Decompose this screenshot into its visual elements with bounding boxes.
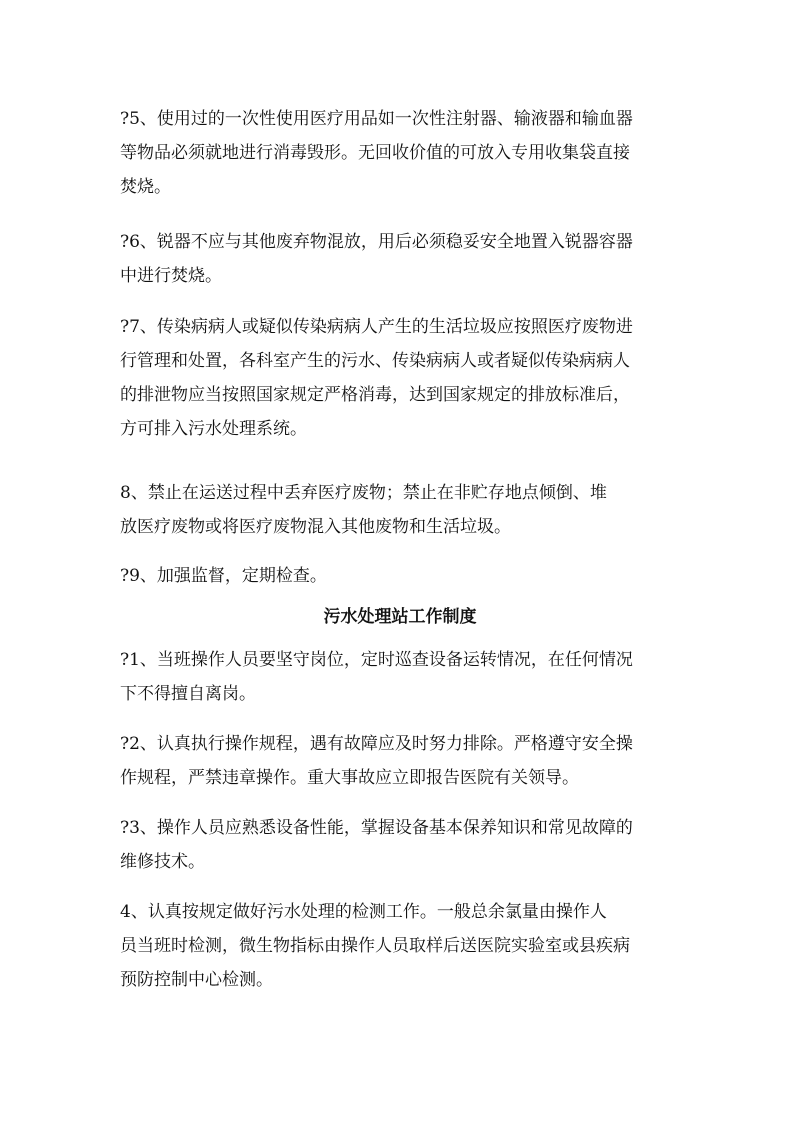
- rule-item-5: [120, 102, 680, 204]
- text-line: 维修技术。: [120, 852, 205, 872]
- text-line: 员当班时检测，微生物指标由操作人员取样后送医院实验室或县疾病: [120, 936, 630, 956]
- text-line: 焚烧。: [120, 177, 171, 197]
- rule-item-6: [120, 225, 680, 293]
- text-line: ?9、加强监督，定期检查。: [120, 566, 327, 586]
- text-line: 行管理和处置，各科室产生的污水、传染病病人或者疑似传染病病人: [120, 351, 630, 371]
- text-line: 等物品必须就地进行消毒毁形。无回收价值的可放入专用收集袋直接: [120, 143, 630, 163]
- text-line: ?1、当班操作人员要坚守岗位，定时巡查设备运转情况，在任何情况: [120, 650, 633, 670]
- rule-item-3: [120, 811, 680, 879]
- text-line: 放医疗废物或将医疗废物混入其他废物和生活垃圾。: [120, 517, 511, 537]
- text-line: 预防控制中心检测。: [120, 970, 273, 990]
- text-line: ?3、操作人员应熟悉设备性能，掌握设备基本保养知识和常见故障的: [120, 818, 633, 838]
- rule-item-2: [120, 727, 680, 795]
- text-line: 方可排入污水处理系统。: [120, 419, 307, 439]
- rule-item-4: [120, 895, 680, 997]
- rule-item-9: [120, 559, 680, 593]
- text-line: 的排泄物应当按照国家规定严格消毒，达到国家规定的排放标准后，: [120, 385, 630, 405]
- text-line: 4、认真按规定做好污水处理的检测工作。一般总余氯量由操作人: [120, 902, 607, 922]
- section-title: 污水处理站工作制度: [323, 607, 477, 627]
- rule-item-7: [120, 310, 680, 446]
- text-line: 作规程，严禁违章操作。重大事故应立即报告医院有关领导。: [120, 768, 579, 788]
- text-line: ?5、使用过的一次性使用医疗用品如一次性注射器、输液器和输血器: [120, 109, 633, 129]
- text-line: 中进行焚烧。: [120, 266, 222, 286]
- rule-item-1: [120, 643, 680, 711]
- text-line: ?6、锐器不应与其他废弃物混放，用后必须稳妥安全地置入锐器容器: [120, 232, 633, 252]
- rule-item-8: [120, 476, 680, 544]
- text-line: ?2、认真执行操作规程，遇有故障应及时努力排除。严格遵守安全操: [120, 734, 633, 754]
- text-line: ?7、传染病病人或疑似传染病病人产生的生活垃圾应按照医疗废物进: [120, 317, 633, 337]
- text-line: 8、禁止在运送过程中丢弃医疗废物；禁止在非贮存地点倾倒、堆: [120, 483, 607, 503]
- text-line: 下不得擅自离岗。: [120, 684, 256, 704]
